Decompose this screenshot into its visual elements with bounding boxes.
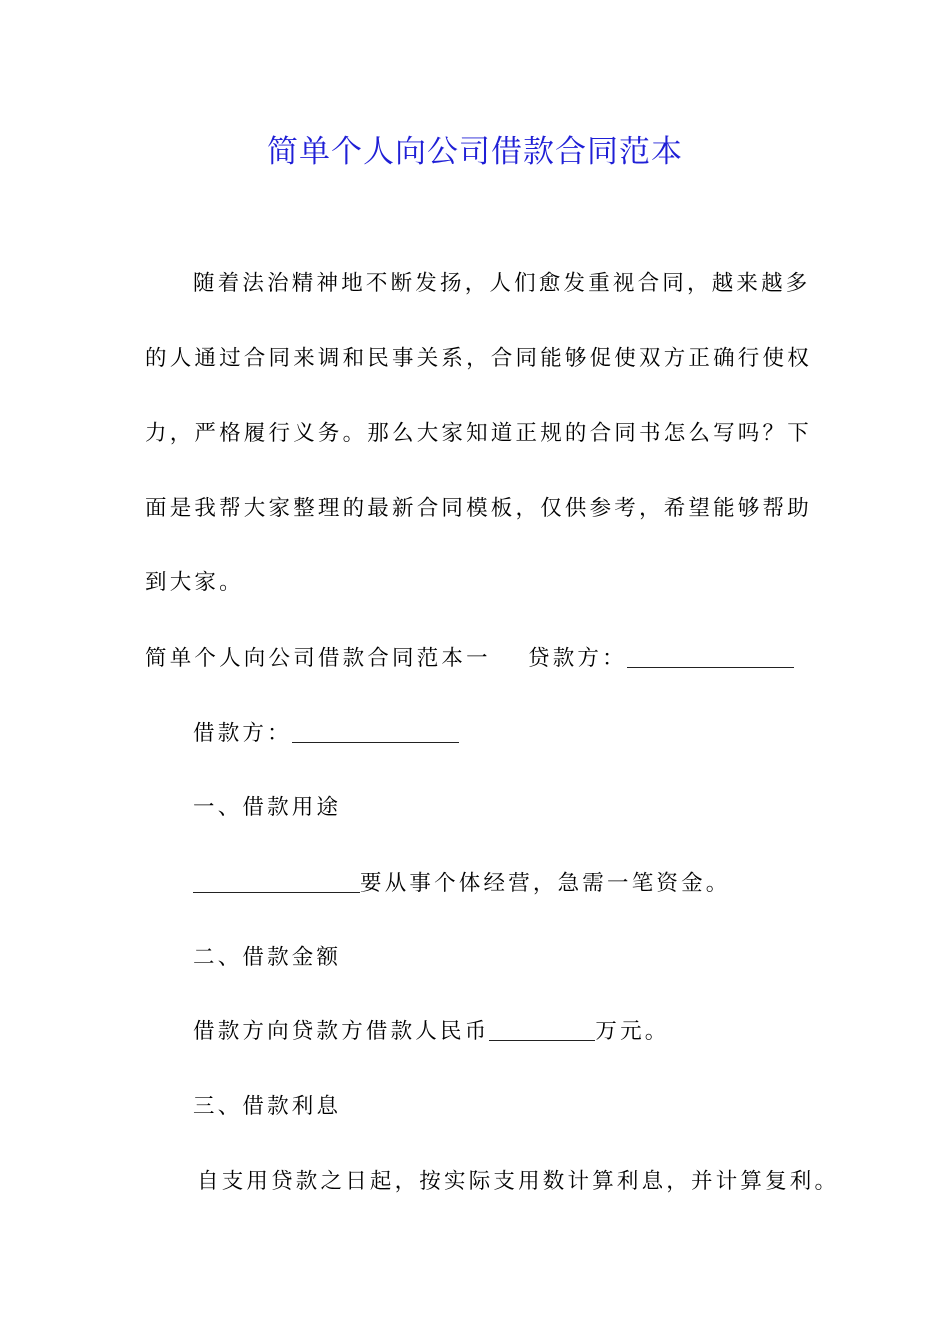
intro-line-1: 随着法治精神地不断发扬，人们愈发重视合同，越来越多: [193, 271, 811, 296]
intro-line-4: 面是我帮大家整理的最新合同模板，仅供参考，希望能够帮助: [145, 496, 812, 521]
amount-blank: [489, 1018, 595, 1041]
intro-line-3: 力，严格履行义务。那么大家知道正规的合同书怎么写吗？下: [145, 421, 812, 446]
lender-blank: [627, 645, 794, 668]
borrower-row: [193, 718, 459, 750]
section1-title: 一、借款用途: [193, 795, 342, 820]
intro-line-5: 到大家。: [145, 570, 244, 595]
section2-text-before: 借款方向贷款方借款人民币: [193, 1019, 490, 1044]
purpose-blank: [193, 870, 360, 893]
lender-row: [528, 643, 794, 675]
section2-row: [193, 1016, 670, 1048]
section1-text: 要从事个体经营，急需一笔资金。: [360, 871, 731, 896]
lender-label: 贷款方：: [528, 646, 627, 671]
section3-title: 三、借款利息: [193, 1094, 342, 1119]
intro-line-2: 的人通过合同来调和民事关系，合同能够促使双方正确行使权: [145, 346, 812, 371]
borrower-blank: [292, 720, 459, 743]
section2-title: 二、借款金额: [193, 945, 342, 970]
contract-heading: 简单个人向公司借款合同范本一: [145, 646, 491, 671]
section2-text-after: 万元。: [595, 1019, 670, 1044]
borrower-label: 借款方：: [193, 721, 292, 746]
section3-text: 自支用贷款之日起，按实际支用数计算利息，并计算复利。: [197, 1169, 840, 1194]
section1-row: [193, 868, 731, 900]
document-title: 简单个人向公司借款合同范本: [267, 134, 683, 170]
